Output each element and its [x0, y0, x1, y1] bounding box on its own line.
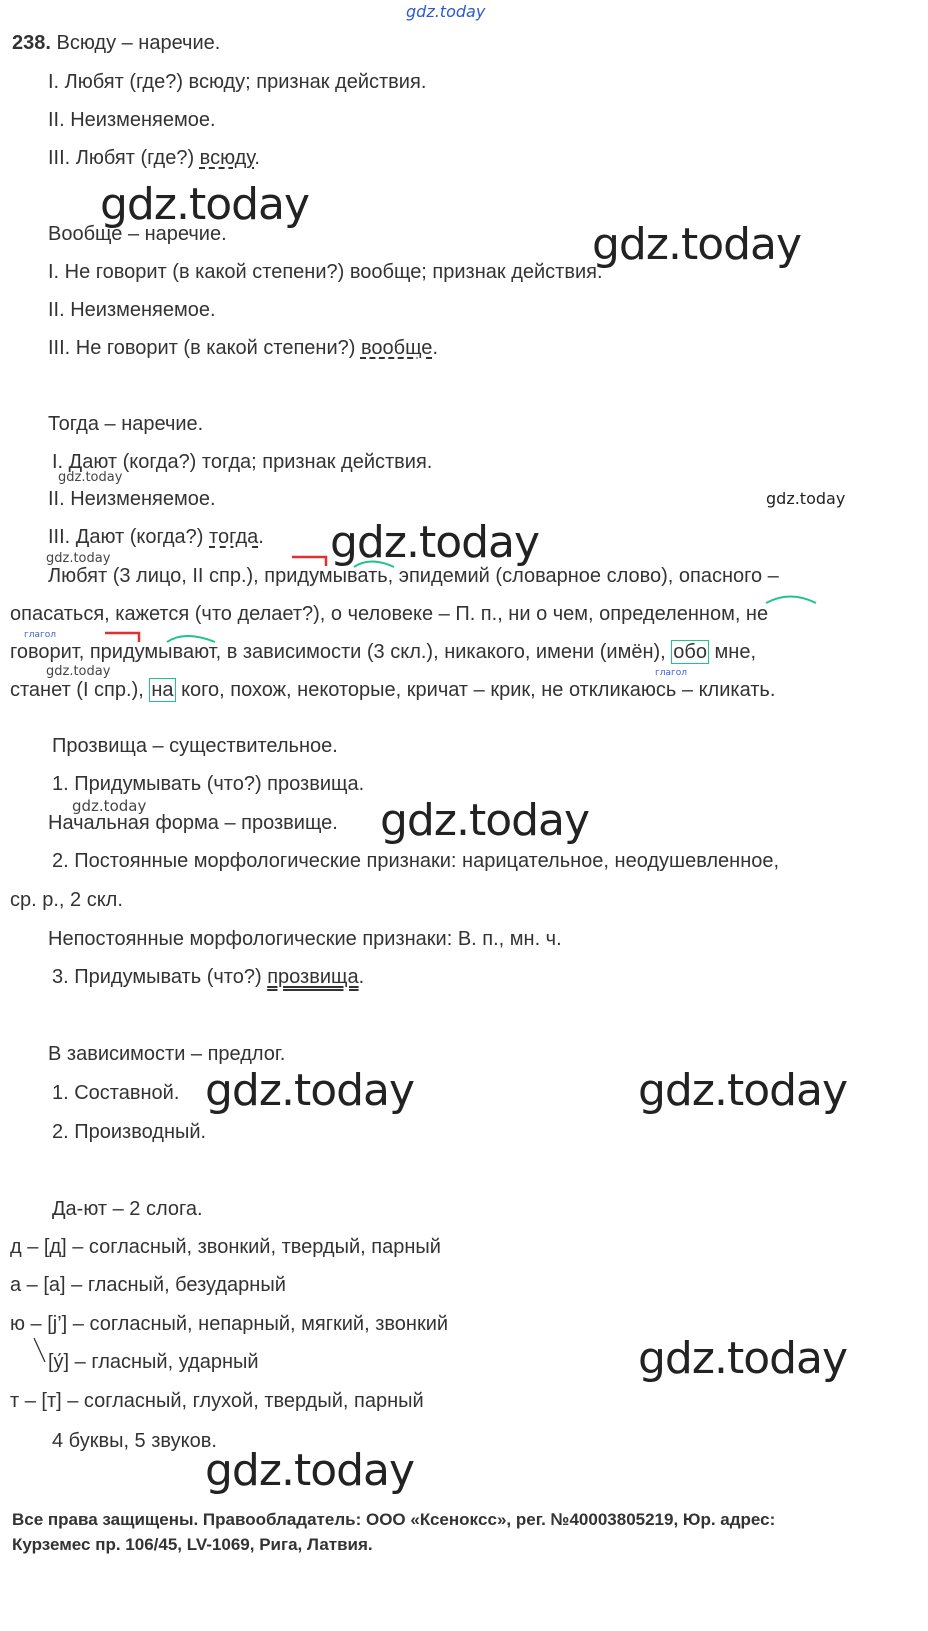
watermark: gdz.today [100, 179, 310, 230]
underlined-word: вообще [360, 337, 433, 359]
paragraph-line-4-end: кого, похож, некоторые, кричат – крик, не откликаюсь – кликать. [175, 679, 776, 701]
boxed-preposition: обо [673, 641, 707, 663]
section-2-line-3 [48, 335, 438, 361]
section-4-line-1: 1. Придумывать (что?) прозвища. [52, 773, 365, 795]
section-6-line-3: ю – [j’] – согласный, непарный, мягкий, звонкий [10, 1313, 449, 1335]
footer-line-1: Все права защищены. Правообладатель: ООО «Ксенокcс», рег. №40003805219, Юр. адрес: [12, 1510, 776, 1529]
watermark-small: gdz.today [58, 470, 123, 485]
section-2-line-2: II. Неизменяемое. [48, 299, 216, 321]
section-3-line-3-text: III. Дают (когда?) [48, 526, 210, 548]
watermark: gdz.today [205, 1445, 415, 1496]
verb-tag: глагол [655, 668, 687, 678]
watermark-small: gdz.today [46, 551, 111, 566]
verb-tag: глагол [24, 630, 56, 640]
underlined-word: всюду [199, 147, 255, 169]
period: . [258, 526, 264, 548]
boxed-preposition: на [151, 679, 174, 701]
watermark-top: gdz.today [406, 2, 486, 21]
section-6-line-5: т – [т] – согласный, глухой, твердый, парный [10, 1390, 424, 1412]
watermark-small: gdz.today [46, 664, 111, 679]
section-4-line-6 [52, 964, 364, 990]
section-1-line-3-text: III. Любят (где?) [48, 147, 200, 169]
watermark: gdz.today [592, 219, 802, 270]
section-4-line-4: ср. р., 2 скл. [10, 889, 123, 911]
watermark-small: gdz.today [72, 797, 147, 815]
section-2-title: Вообще – наречие. [48, 223, 227, 245]
section-6-line-2: а – [а] – гласный, безударный [10, 1274, 286, 1296]
watermark: gdz.today [638, 1333, 848, 1384]
section-1-title [12, 30, 220, 56]
period: . [358, 966, 365, 988]
section-4-line-2: Начальная форма – прозвище. [48, 812, 338, 834]
section-5-line-1: 1. Составной. [52, 1082, 180, 1104]
section-3-line-1: I. Дают (когда?) тогда; признак действия. [52, 451, 433, 473]
paragraph-line-4 [10, 677, 775, 703]
underlined-word: тогда [209, 526, 259, 548]
period: . [432, 337, 438, 359]
watermark-small: gdz.today [766, 489, 846, 508]
paragraph-line-2: опасаться, кажется (что делает?), о человеке – П. п., ни о чем, определенном, не [10, 603, 769, 625]
watermark: gdz.today [205, 1065, 415, 1116]
footer-line-2: Курземес пр. 106/45, LV-1069, Рига, Латвия. [12, 1535, 373, 1554]
watermark: gdz.today [380, 795, 590, 846]
exercise-number: 238. [12, 32, 51, 54]
paragraph-line-3-text: говорит, придумывают, в зависимости (3 скл.), никакого, имени (имён), [10, 641, 672, 663]
section-4-line-3: 2. Постоянные морфологические признаки: нарицательное, неодушевленное, [52, 850, 780, 872]
sound-split-line [32, 1336, 48, 1366]
section-3-line-3 [48, 524, 264, 550]
watermark: gdz.today [330, 517, 540, 568]
section-6-line-6: 4 буквы, 5 звуков. [52, 1430, 217, 1452]
morpheme-mark-root [764, 590, 824, 606]
section-6-title: Да-ют – 2 слога. [52, 1198, 203, 1220]
section-1-heading: Всюду – наречие. [50, 32, 221, 54]
paragraph-line-3-end: мне, [708, 641, 757, 663]
section-1-line-1: I. Любят (где?) всюду; признак действия. [48, 71, 427, 93]
section-5-title: В зависимости – предлог. [48, 1043, 286, 1065]
paragraph-line-3 [10, 639, 756, 665]
underlined-word: прозвища [267, 966, 359, 988]
paragraph-line-1: Любят (3 лицо, II спр.), придумывать, эпидемий (словарное слово), опасного – [48, 565, 779, 587]
section-4-line-6-text: 3. Придумывать (что?) [52, 966, 268, 988]
section-2-line-3-text: III. Не говорит (в какой степени?) [48, 337, 361, 359]
section-3-title: Тогда – наречие. [48, 413, 204, 435]
section-5-line-2: 2. Производный. [52, 1121, 207, 1143]
section-6-line-4: [у́] – гласный, ударный [48, 1351, 259, 1373]
section-2-line-1: I. Не говорит (в какой степени?) вообще; признак действия. [48, 261, 603, 283]
section-1-line-3 [48, 145, 260, 171]
section-3-line-2: II. Неизменяемое. [48, 488, 216, 510]
watermark: gdz.today [638, 1065, 848, 1116]
section-4-title: Прозвища – существительное. [52, 735, 338, 757]
period: . [254, 147, 260, 169]
section-1-line-2: II. Неизменяемое. [48, 109, 216, 131]
paragraph-line-4-text: станет (I спр.), [10, 679, 150, 701]
section-6-line-1: д – [д] – согласный, звонкий, твердый, парный [10, 1236, 441, 1258]
section-4-line-5: Непостоянные морфологические признаки: В. п., мн. ч. [48, 928, 562, 950]
